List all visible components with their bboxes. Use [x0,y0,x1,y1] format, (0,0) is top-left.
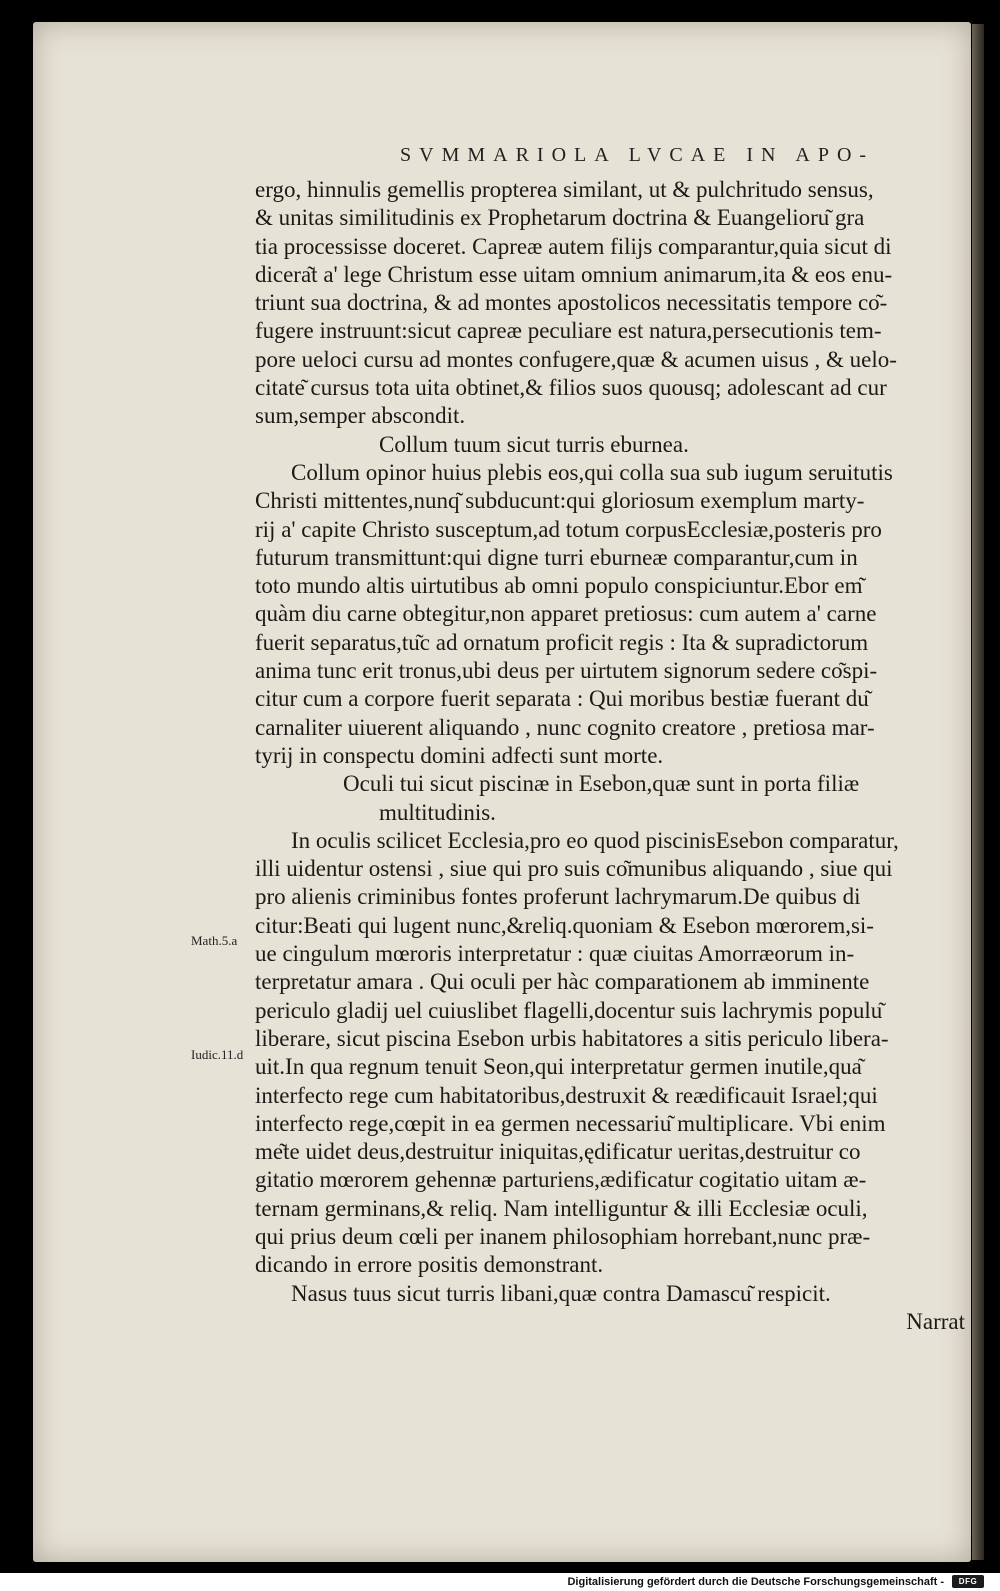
text-line: gitatio mœrorem gehennæ parturiens,ædificatur cogitatio uitam æ- [255,1167,867,1193]
text-line: fugere instruunt:sicut capreæ peculiare est natura,persecutionis tem- [255,318,882,344]
text-line: me͂te uidet deus,destruitur iniquitas,ędificatur ueritas,destruitur co [255,1139,861,1165]
text-line: ue cingulum mœroris interpretatur : quæ ciuitas Amorræorum in- [255,941,855,967]
text-line: In oculis scilicet Ecclesia,pro eo quod piscinisEsebon comparatur, [291,827,899,853]
text-line: terpretatur amara . Qui oculi per hàc comparationem ab imminente [255,969,870,995]
text-line: pore ueloci cursu ad montes confugere,quæ & acumen uisus , & uelo- [255,346,897,372]
text-line: citate͂ cursus tota uita obtinet,& filios suos quousq; adolescant ad cur [255,375,887,401]
text-line: futurum transmittunt:qui digne turri eburneæ comparantur,cum in [255,544,858,570]
text-line: tyrij in conspectu domini adfecti sunt morte. [255,742,664,768]
text-line: qui prius deum cœli per inanem philosophiam horrebant,nunc præ- [255,1223,871,1249]
text-line: ergo, hinnulis gemellis propterea similant, ut & pulchritudo sensus, [255,177,874,202]
text-line: & unitas similitudinis ex Prophetarum doctrina & Euangelioru͂ gra [255,205,865,231]
body-text [255,176,965,1336]
lemma-heading: Oculi tui sicut piscinæ in Esebon,quæ sunt in porta filiæ [343,771,860,797]
lemma-heading-cont: multitudinis. [379,799,496,825]
marginal-note-iudic: Iudic.11.d [191,1047,244,1062]
text-line: fuerit separatus,tu͂c ad ornatum proficit regis : Ita & supradictorum [255,629,869,655]
text-line: quàm diu carne obtegitur,non apparet pretiosus: cum autem a' carne [255,601,877,627]
text-line: Christi mittentes,nunq͂ subducunt:qui gloriosum exemplum marty- [255,488,865,514]
page-edge [972,24,984,1560]
text-line: toto mundo altis uirtutibus ab omni populo conspiciuntur.Ebor em͂ [255,573,863,599]
lemma-heading: Nasus tuus sicut turris libani,quæ contra Damascu͂ respicit. [291,1280,831,1306]
text-line: dicando in errore positis demonstrant. [255,1252,604,1278]
text-line: interfecto rege,cœpit in ea germen necessariu͂ multiplicare. Vbi enim [255,1110,886,1136]
running-head: SVMMARIOLA LVCAE IN APO- [400,144,875,166]
dfg-logo-text: DFG [958,1577,978,1586]
text-line: periculo gladij uel cuiuslibet flagelli,docentur suis lachrymis populu͂ [255,997,883,1023]
text-line: dicera͂t a' lege Christum esse uitam omnium animarum,ita & eos enu- [255,261,893,287]
text-line: Collum opinor huius plebis eos,qui colla sua sub iugum seruitutis [291,459,893,485]
text-line: citur:Beati qui lugent nunc,&reliq.quoniam & Esebon mœrorem,si- [255,912,874,938]
footer-credit: Digitalisierung gefördert durch die Deutsche Forschungsgemeinschaft - [567,1576,944,1588]
text-line: citur cum a corpore fuerit separata : Qui moribus bestiæ fuerant du͂ [255,686,869,712]
marginal-note-math: Math.5.a [191,933,238,948]
text-line: anima tunc erit tronus,ubi deus per uirtutem signorum sedere co͂spi- [255,658,878,684]
text-line: triunt sua doctrina, & ad montes apostolicos necessitatis tempore co͂- [255,290,888,316]
text-line: liberare, sicut piscina Esebon urbis habitatores a sitis periculo libera- [255,1025,889,1051]
text-line: interfecto rege cum habitatoribus,destruxit & reædificauit Israel;qui [255,1082,878,1108]
text-line: ternam germinans,& reliq. Nam intelliguntur & illi Ecclesiæ oculi, [255,1195,868,1221]
text-line: rij a' capite Christo susceptum,ad totum corpusEcclesiæ,posteris pro [255,516,882,542]
catchword: Narrat [906,1308,965,1334]
text-line: tia processisse doceret. Capreæ autem filijs comparantur,quia sicut di [255,233,892,259]
text-line: sum,semper abscondit. [255,403,466,429]
text-line: illi uidentur ostensi , siue qui pro suis co͂munibus aliquando , siue qui [255,856,893,882]
text-line: carnaliter uiuerent aliquando , nunc cognito creatore , pretiosa mar- [255,714,875,740]
lemma-heading: Collum tuum sicut turris eburnea. [379,431,689,457]
text-line: uit.In qua regnum tenuit Seon,qui interpretatur germen inutile,qua͂ [255,1054,862,1080]
dfg-logo [952,1575,984,1588]
text-line: pro alienis criminibus fontes proferunt lachrymarum.De quibus di [255,884,861,910]
